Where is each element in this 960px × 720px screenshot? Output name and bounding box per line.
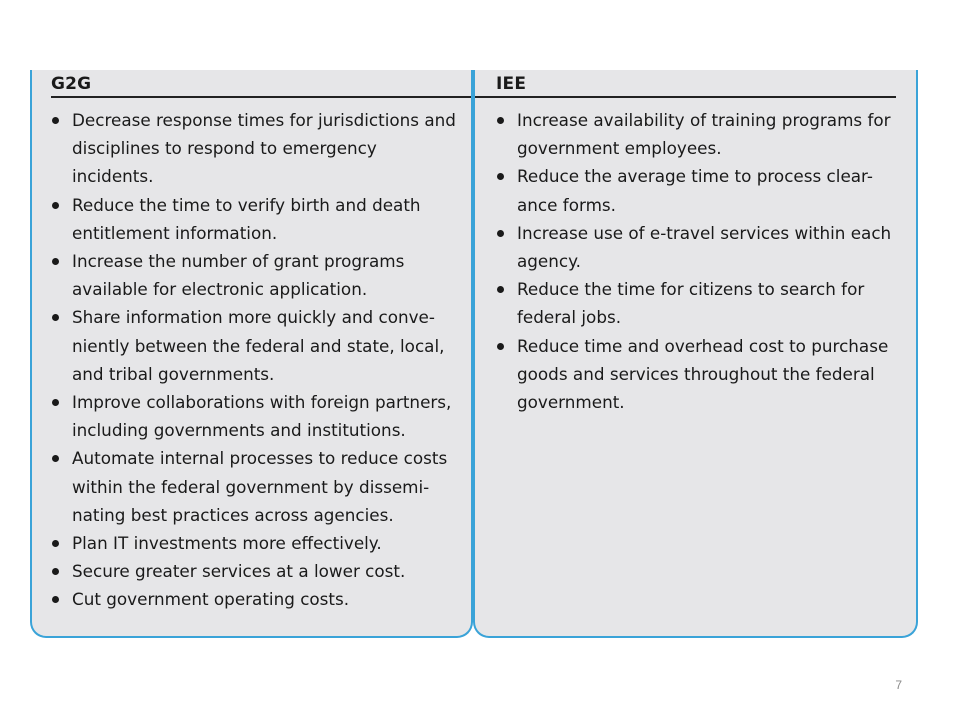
list-item xyxy=(51,247,463,303)
list-item xyxy=(496,275,906,331)
bullet-icon xyxy=(497,230,504,237)
bullet-icon xyxy=(52,540,59,547)
g2g-list xyxy=(51,106,463,614)
list-item xyxy=(51,303,463,388)
list-item xyxy=(496,162,906,218)
bullet-icon xyxy=(497,117,504,124)
list-item-text: Secure greater services at a lower cost. xyxy=(72,561,406,582)
bullet-icon xyxy=(497,286,504,293)
bullet-icon xyxy=(52,455,59,462)
list-item-text: Increase use of e-travel services within each agency. xyxy=(517,222,892,272)
list-item xyxy=(51,557,463,585)
bullet-icon xyxy=(52,568,59,575)
bullet-icon xyxy=(52,596,59,603)
list-item-text: Reduce the average time to process clear-ance forms. xyxy=(517,166,873,215)
bullet-icon xyxy=(52,314,59,321)
g2g-heading-rule xyxy=(51,96,471,98)
iee-list xyxy=(496,106,906,416)
iee-panel xyxy=(473,70,918,638)
list-item-text: Increase the number of grant programs available for electronic application. xyxy=(72,251,405,300)
iee-heading-rule xyxy=(475,96,896,98)
list-item xyxy=(51,444,463,529)
bullet-icon xyxy=(52,399,59,406)
list-item xyxy=(51,529,463,557)
list-item xyxy=(51,106,463,191)
g2g-panel xyxy=(30,70,473,638)
page-number: 7 xyxy=(895,678,902,692)
list-item-text: Reduce time and overhead cost to purchase goods and services throughout the federal government. xyxy=(517,335,889,413)
bullet-icon xyxy=(52,117,59,124)
list-item-text: Reduce the time to verify birth and death entitlement information. xyxy=(72,194,421,243)
list-item-text: Cut government operating costs. xyxy=(72,589,350,610)
list-item xyxy=(51,388,463,444)
list-item xyxy=(51,585,463,613)
list-item-text: Decrease response times for jurisdictions and disciplines to respond to emergency incidents. xyxy=(72,110,456,187)
list-item-text: Improve collaborations with foreign partners, including governments and institutions. xyxy=(72,392,452,441)
bullet-icon xyxy=(497,173,504,180)
list-item-text: Plan IT investments more effectively. xyxy=(72,533,382,554)
list-item xyxy=(496,219,906,275)
bullet-icon xyxy=(52,258,59,265)
list-item-text: Increase availability of training programs for government employees. xyxy=(517,110,891,159)
bullet-icon xyxy=(52,202,59,209)
g2g-heading: G2G xyxy=(51,74,92,94)
list-item-text: Reduce the time for citizens to search for federal jobs. xyxy=(517,279,865,328)
iee-heading: IEE xyxy=(496,74,527,94)
list-item xyxy=(496,332,906,417)
bullet-icon xyxy=(497,343,504,350)
list-item xyxy=(496,106,906,162)
list-item xyxy=(51,191,463,247)
list-item-text: Automate internal processes to reduce costs within the federal government by dissemi-nating best practices across agencies. xyxy=(72,448,448,525)
list-item-text: Share information more quickly and conve-niently between the federal and state, local, and tribal governments. xyxy=(72,307,445,384)
